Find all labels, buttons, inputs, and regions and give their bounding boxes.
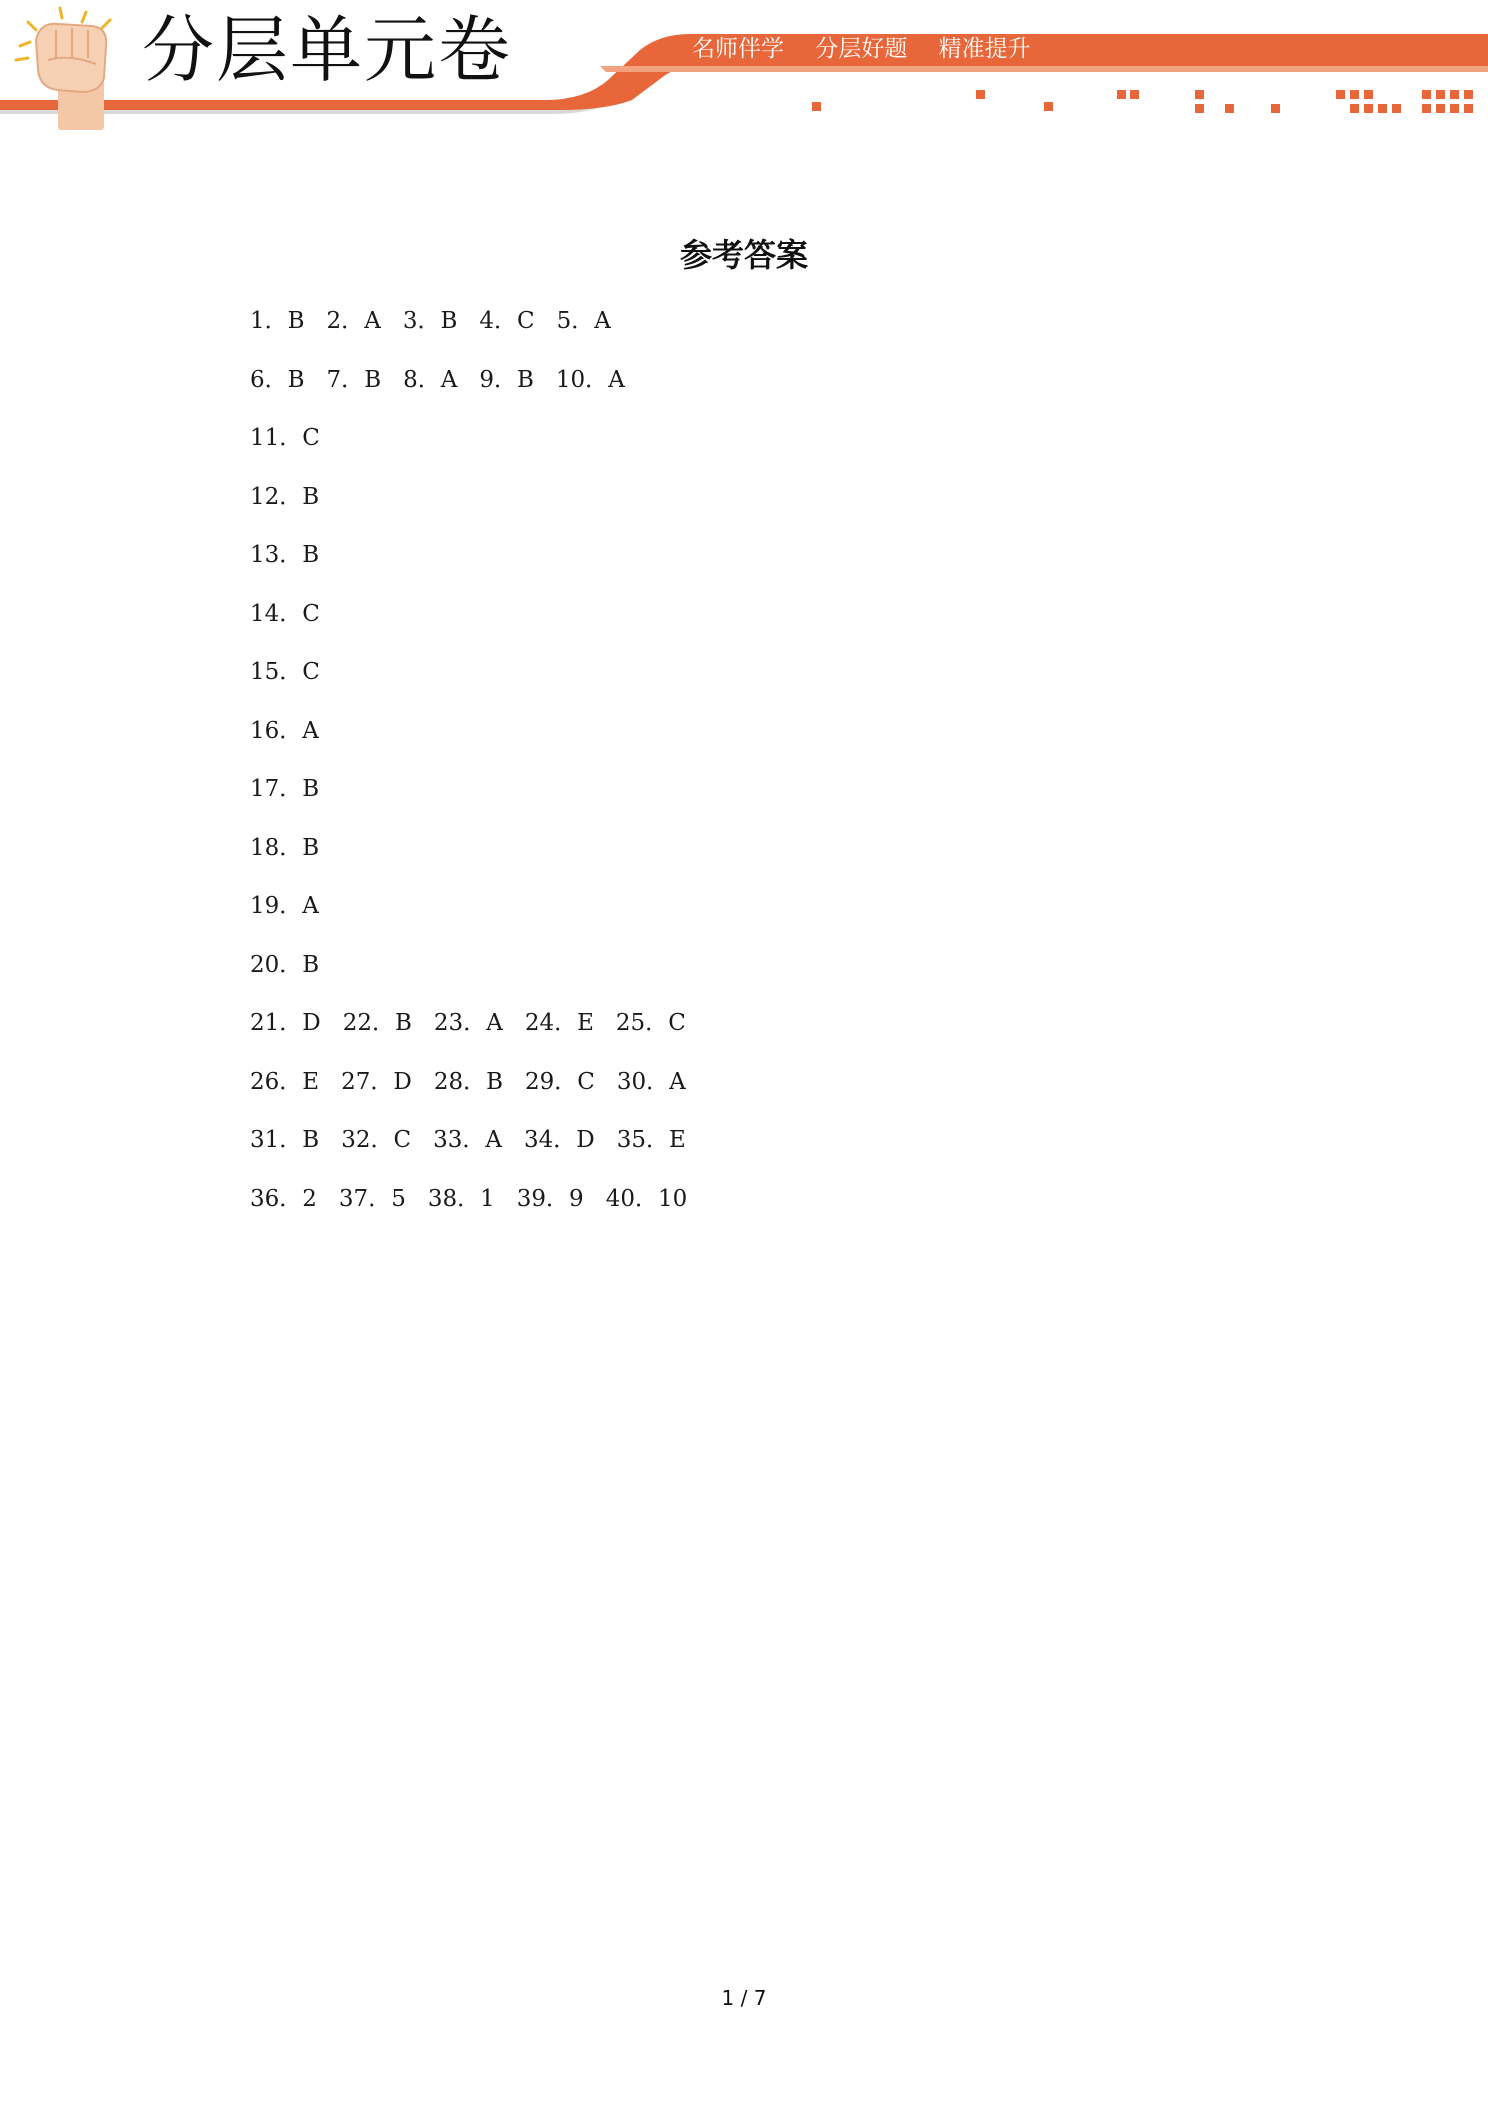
answer-row [250, 419, 709, 478]
question-number: 20． [250, 951, 303, 978]
answer-value: 10 [657, 1185, 688, 1212]
answer-item [525, 1004, 594, 1042]
answer-item [343, 1004, 412, 1042]
brand-title: 分层单元卷 [142, 8, 513, 92]
answer-item [557, 302, 611, 340]
answer-item [433, 1121, 502, 1159]
answer-value: B [395, 1010, 412, 1036]
answer-value: A [608, 366, 625, 393]
answer-value: A [486, 1010, 503, 1036]
answer-value: A [594, 308, 611, 334]
question-number: 4． [479, 308, 517, 334]
question-number: 34． [523, 1127, 577, 1153]
answer-value: A [440, 366, 458, 393]
answer-value: C [517, 308, 535, 334]
answer-item [250, 653, 320, 691]
question-number: 38． [427, 1185, 481, 1212]
question-number: 15． [250, 659, 303, 685]
answer-row [250, 1004, 709, 1063]
question-number: 30． [616, 1068, 670, 1095]
answer-value: E [669, 1127, 686, 1153]
page-header [0, 0, 1488, 130]
answer-item [250, 829, 319, 867]
slogan-1: 名师伴学 [692, 36, 784, 62]
answer-row [250, 302, 709, 361]
answer-value: B [517, 366, 534, 393]
answer-item [341, 1121, 411, 1159]
question-number: 12． [250, 483, 303, 510]
answer-value: B [364, 366, 382, 393]
answer-item [250, 595, 320, 633]
answer-item [250, 712, 319, 750]
answer-row [250, 712, 709, 771]
answer-value: A [669, 1068, 686, 1095]
answer-row [250, 829, 709, 888]
answer-value: E [302, 1068, 320, 1095]
answer-item [428, 1180, 495, 1218]
answer-value: C [668, 1010, 686, 1036]
answer-value: A [485, 1127, 502, 1153]
answer-item [616, 1004, 686, 1042]
page-title: 参考答案 [679, 236, 808, 274]
answer-value: B [287, 366, 305, 393]
answer-value: 9 [569, 1185, 584, 1212]
question-number: 9． [479, 366, 517, 393]
answer-item [250, 1004, 321, 1042]
question-number: 13． [250, 542, 303, 568]
answer-item [479, 361, 534, 399]
answer-row [250, 536, 709, 595]
answer-row [250, 653, 709, 712]
answer-row [250, 887, 709, 946]
answer-item [250, 361, 305, 399]
question-number: 5． [556, 308, 595, 334]
answer-list [250, 302, 709, 1238]
question-number: 6． [250, 366, 288, 393]
answer-value: C [577, 1068, 595, 1095]
answer-value: 2 [302, 1185, 317, 1212]
question-number: 29． [525, 1068, 578, 1095]
answer-value: 5 [391, 1185, 406, 1212]
answer-value: D [393, 1068, 412, 1095]
answer-value: A [302, 893, 319, 919]
question-number: 7． [326, 366, 365, 393]
answer-value: B [287, 308, 305, 334]
question-number: 19． [250, 893, 303, 919]
answer-value: A [302, 717, 319, 744]
answer-item [250, 1180, 317, 1218]
question-number: 16． [250, 717, 303, 744]
answer-item [250, 1063, 319, 1101]
answer-row [250, 361, 709, 420]
question-number: 39． [516, 1185, 570, 1212]
answer-item [250, 478, 319, 516]
question-number: 31． [250, 1127, 303, 1153]
answer-value: C [393, 1127, 412, 1153]
header-slogan [692, 38, 1055, 61]
answer-item [524, 1121, 595, 1159]
answer-item [327, 302, 381, 340]
answer-value: 1 [480, 1185, 495, 1212]
answer-value: B [302, 834, 320, 861]
answer-item [250, 1121, 319, 1159]
answer-value: A [364, 308, 381, 334]
question-number: 28． [433, 1068, 487, 1095]
answer-value: B [302, 951, 320, 978]
answer-item [517, 1180, 584, 1218]
answer-value: B [302, 1127, 320, 1153]
answer-item [606, 1180, 688, 1218]
question-number: 24． [524, 1010, 578, 1036]
question-number: 40． [605, 1185, 658, 1212]
answer-item [250, 887, 319, 925]
question-number: 32． [341, 1127, 394, 1153]
question-number: 37． [338, 1185, 392, 1212]
question-number: 27． [341, 1068, 394, 1095]
question-number: 17． [250, 776, 303, 802]
question-number: 25． [615, 1010, 669, 1036]
answer-value: D [576, 1127, 595, 1153]
question-number: 26． [250, 1068, 303, 1095]
page-number: 1 / 7 [721, 1986, 767, 2010]
question-number: 11． [250, 425, 303, 451]
answer-row [250, 946, 709, 1005]
answer-value: C [302, 600, 320, 627]
answer-value: B [486, 1068, 503, 1095]
answer-value: B [302, 542, 320, 568]
question-number: 21． [250, 1010, 303, 1036]
answer-row [250, 478, 709, 537]
answer-value: E [577, 1010, 594, 1036]
slogan-2: 分层好题 [815, 36, 908, 62]
answer-item [434, 1004, 503, 1042]
question-number: 35． [616, 1127, 669, 1153]
question-number: 3． [402, 308, 441, 334]
answer-item [617, 1063, 686, 1101]
answer-item [403, 302, 458, 340]
question-number: 2． [326, 308, 365, 334]
answer-row [250, 1063, 709, 1122]
question-number: 22． [342, 1010, 396, 1036]
answer-row [250, 1180, 709, 1239]
answer-item [250, 419, 320, 457]
question-number: 1． [250, 308, 288, 334]
answer-row [250, 770, 709, 829]
answer-value: B [440, 308, 458, 334]
answer-value: C [302, 659, 320, 685]
answer-item [250, 302, 305, 340]
answer-item [403, 361, 457, 399]
question-number: 33． [433, 1127, 486, 1153]
answer-value: C [302, 425, 320, 451]
answer-value: B [302, 776, 320, 802]
question-number: 36． [250, 1185, 303, 1212]
answer-value: D [302, 1010, 321, 1036]
question-number: 14． [250, 600, 303, 627]
answer-row [250, 1121, 709, 1180]
answer-item [479, 302, 534, 340]
slogan-3: 精准提升 [938, 36, 1031, 62]
question-number: 10． [555, 366, 609, 393]
question-number: 23． [433, 1010, 487, 1036]
answer-item [341, 1063, 412, 1101]
answer-row [250, 595, 709, 654]
answer-item [434, 1063, 503, 1101]
answer-value: B [302, 483, 320, 510]
question-number: 8． [403, 366, 441, 393]
answer-item [525, 1063, 595, 1101]
answer-item [250, 770, 319, 808]
answer-item [327, 361, 382, 399]
question-number: 18． [250, 834, 303, 861]
answer-item [556, 361, 625, 399]
answer-item [250, 946, 319, 984]
answer-item [339, 1180, 406, 1218]
answer-item [617, 1121, 686, 1159]
answer-item [250, 536, 319, 574]
